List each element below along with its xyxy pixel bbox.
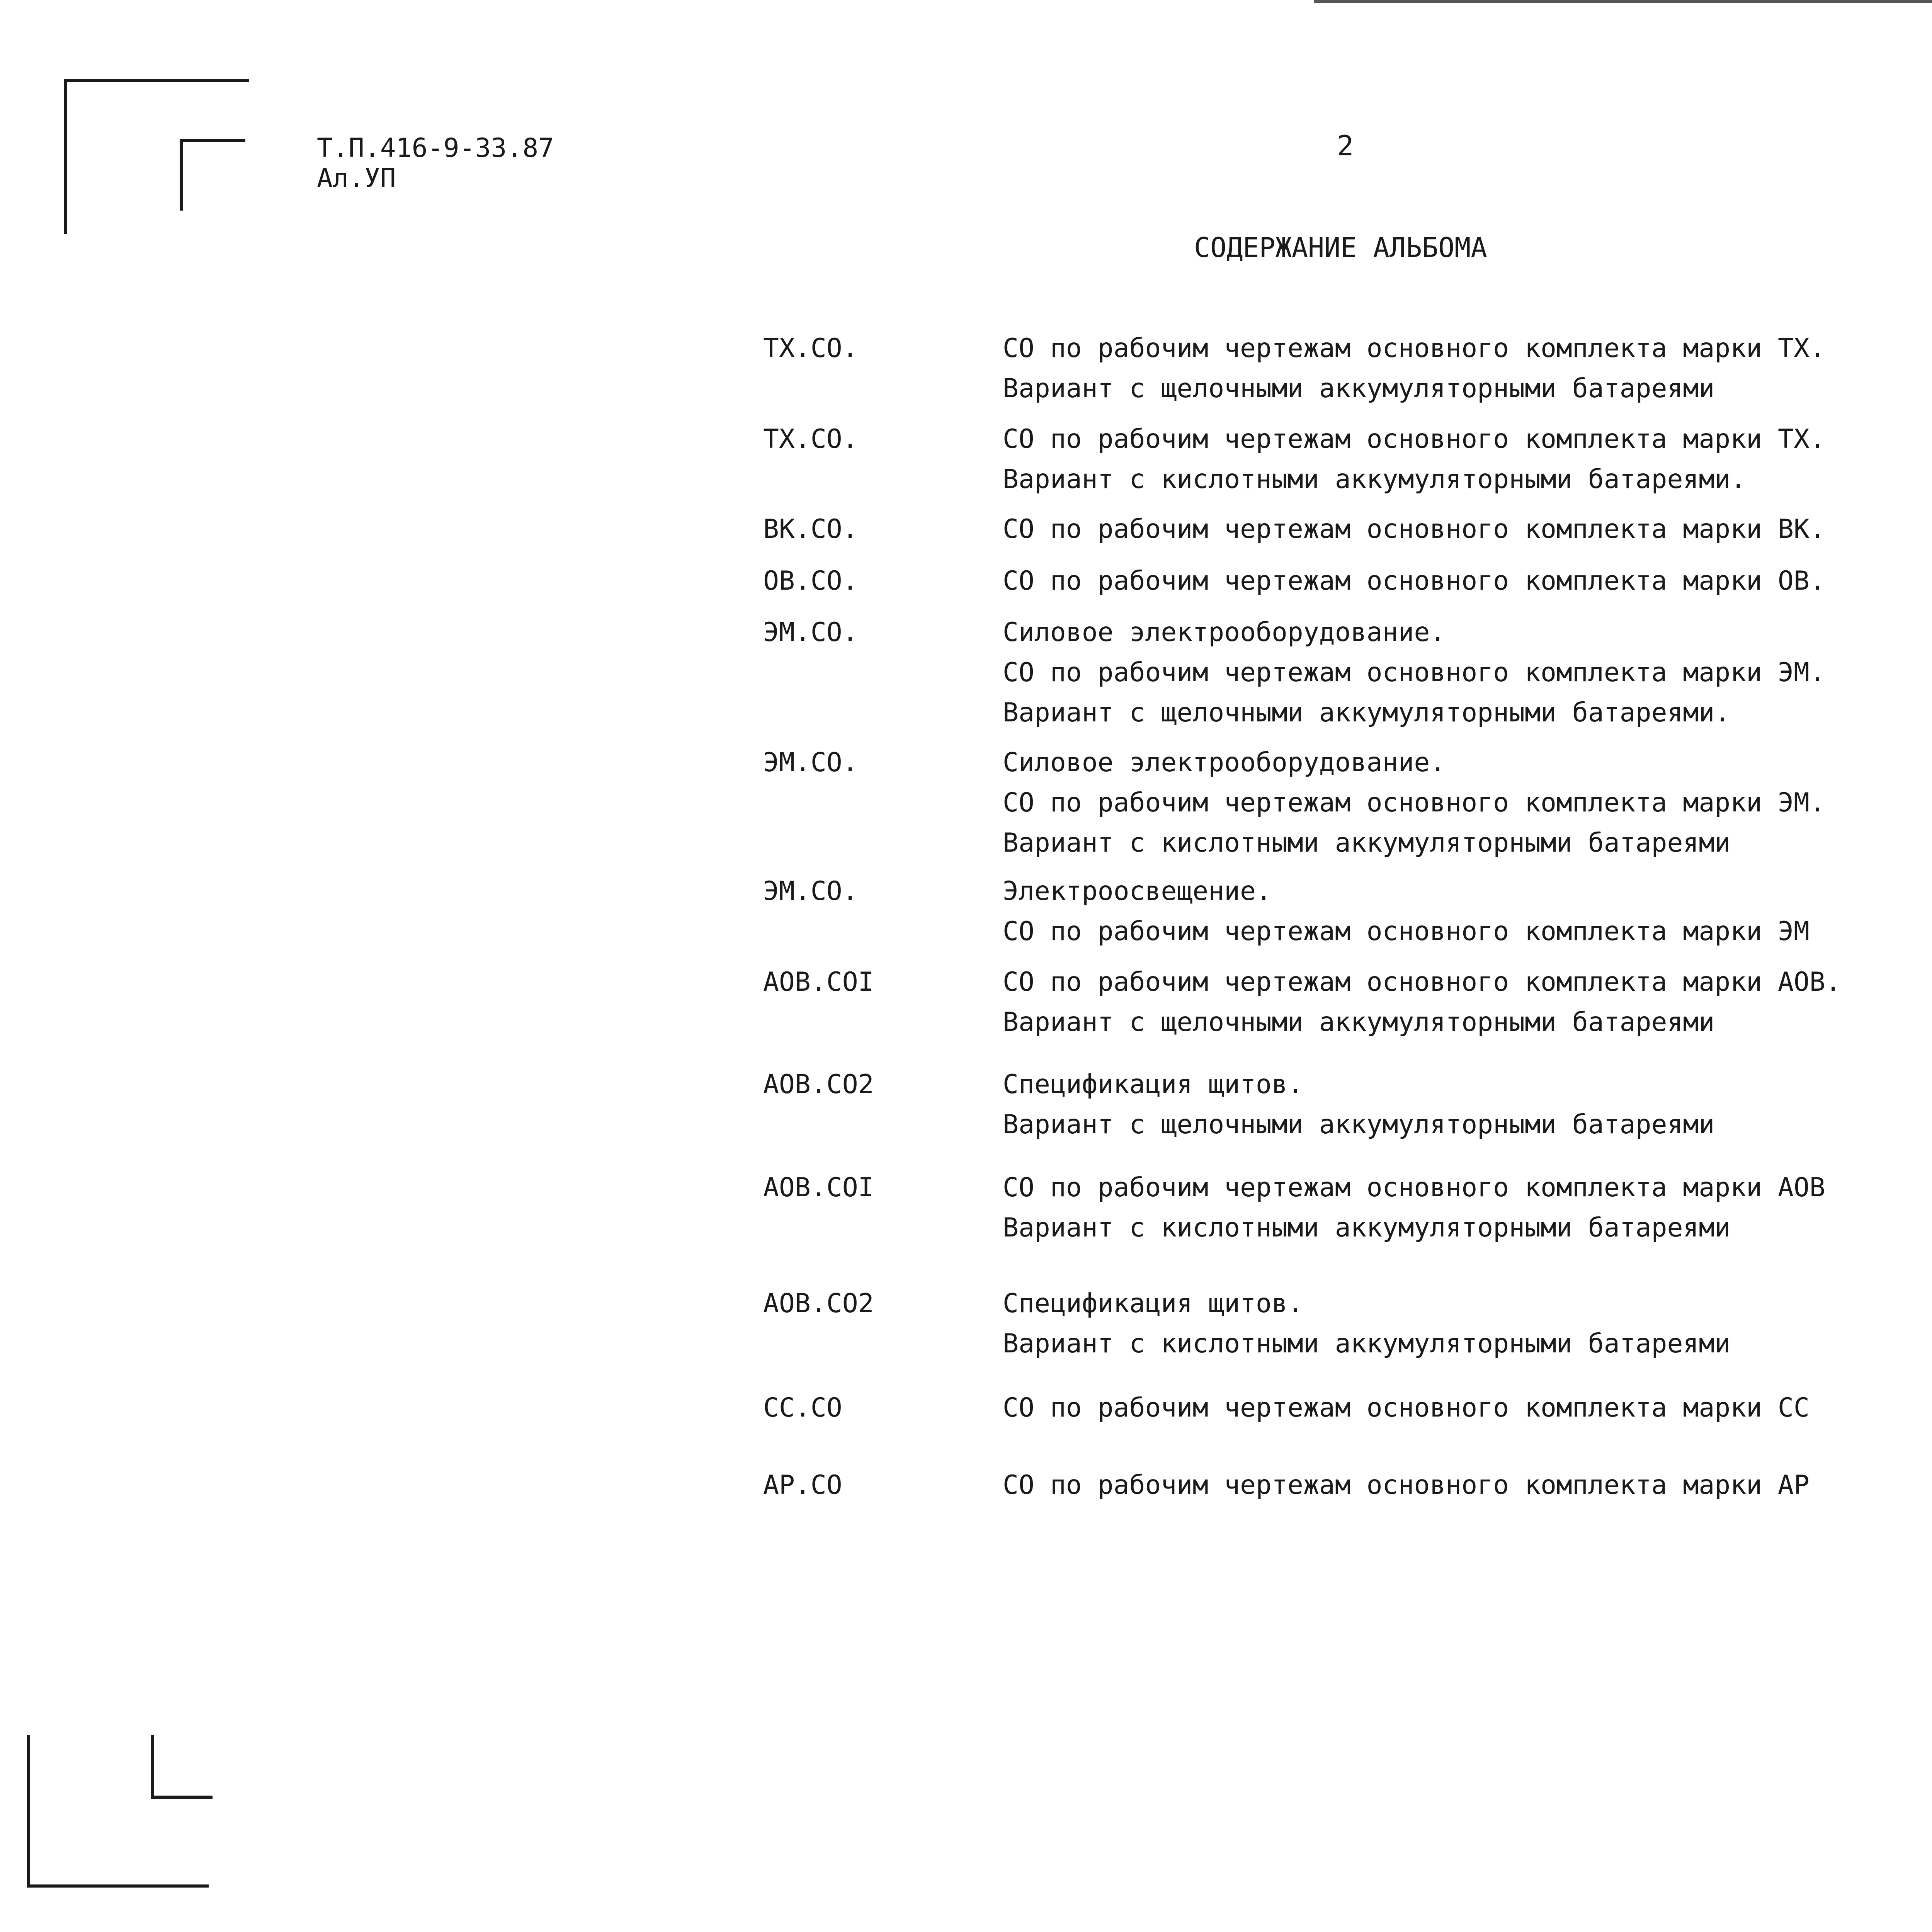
entry-line: Вариант с щелочными аккумуляторными батареями: [1003, 373, 1715, 404]
entry-line: Спецификация щитов.: [1003, 1288, 1303, 1319]
entry-description: [1003, 1388, 1810, 1428]
entry-description: [1003, 743, 1825, 863]
entry-line: СО по рабочим чертежам основного комплекта марки ВК.: [1003, 514, 1825, 544]
entry-description: [1003, 561, 1825, 601]
entry-line: СО по рабочим чертежам основного комплекта марки АОВ.: [1003, 967, 1841, 997]
entry-description: [1003, 509, 1825, 549]
entry-line: Вариант с щелочными аккумуляторными батареями: [1003, 1109, 1715, 1140]
entry-line: Вариант с щелочными аккумуляторными батареями: [1003, 1007, 1715, 1037]
entry-line: СО по рабочим чертежам основного комплекта марки ЭМ: [1003, 916, 1810, 947]
entry-code: ТХ.СО.: [763, 333, 858, 364]
entry-description: [1003, 962, 1841, 1043]
entry-line: СО по рабочим чертежам основного комплекта марки ЭМ.: [1003, 657, 1825, 688]
entry-line: СО по рабочим чертежам основного комплекта марки АР: [1003, 1470, 1810, 1500]
entry-code: АОВ.СО2: [763, 1288, 874, 1319]
entry-code: СС.СО: [763, 1393, 842, 1423]
entry-line: Вариант с кислотными аккумуляторными батареями: [1003, 1328, 1731, 1359]
entry-line: СО по рабочим чертежам основного комплекта марки ЭМ.: [1003, 787, 1825, 818]
entry-code: АОВ.СОI: [763, 967, 874, 997]
entry-description: [1003, 1168, 1825, 1248]
entry-description: [1003, 1465, 1810, 1505]
document-designation: [317, 133, 554, 194]
entry-line: СО по рабочим чертежам основного комплекта марки СС: [1003, 1393, 1810, 1423]
entry-code: ЭМ.СО.: [763, 876, 858, 906]
page-number: 2: [1337, 129, 1354, 162]
entry-line: СО по рабочим чертежам основного комплекта марки АОВ: [1003, 1172, 1825, 1203]
entry-code: ТХ.СО.: [763, 424, 858, 454]
entry-description: [1003, 871, 1810, 952]
entry-line: Вариант с кислотными аккумуляторными батареями: [1003, 828, 1731, 858]
entry-line: Вариант с кислотными аккумуляторными батареями: [1003, 1213, 1731, 1243]
entry-code: ВК.СО.: [763, 514, 858, 544]
entry-line: Силовое электрооборудование.: [1003, 617, 1446, 648]
entry-line: Вариант с кислотными аккумуляторными батареями.: [1003, 464, 1747, 495]
entry-description: [1003, 419, 1825, 500]
entry-line: Электроосвещение.: [1003, 876, 1272, 906]
designation-code: Т.П.416-9-33.87: [317, 133, 554, 163]
entry-description: [1003, 612, 1825, 733]
entry-code: ЭМ.СО.: [763, 617, 858, 648]
entry-description: [1003, 1284, 1730, 1364]
entry-description: [1003, 1065, 1714, 1145]
entry-code: АР.СО: [763, 1470, 842, 1500]
entry-line: Спецификация щитов.: [1003, 1069, 1303, 1100]
album-contents-title: СОДЕРЖАНИЕ АЛЬБОМА: [1194, 232, 1487, 264]
album-code: Ал.УП: [317, 163, 396, 194]
entry-description: [1003, 328, 1825, 409]
entry-line: Силовое электрооборудование.: [1003, 747, 1446, 778]
entry-line: СО по рабочим чертежам основного комплекта марки ОВ.: [1003, 566, 1825, 596]
entry-line: Вариант с щелочными аккумуляторными батареями.: [1003, 697, 1731, 728]
entry-code: ОВ.СО.: [763, 566, 858, 596]
entry-line: СО по рабочим чертежам основного комплекта марки ТХ.: [1003, 333, 1825, 364]
entry-line: СО по рабочим чертежам основного комплекта марки ТХ.: [1003, 424, 1825, 454]
entry-code: ЭМ.СО.: [763, 747, 858, 778]
entry-code: АОВ.СО2: [763, 1069, 874, 1100]
entry-code: АОВ.СОI: [763, 1172, 874, 1203]
